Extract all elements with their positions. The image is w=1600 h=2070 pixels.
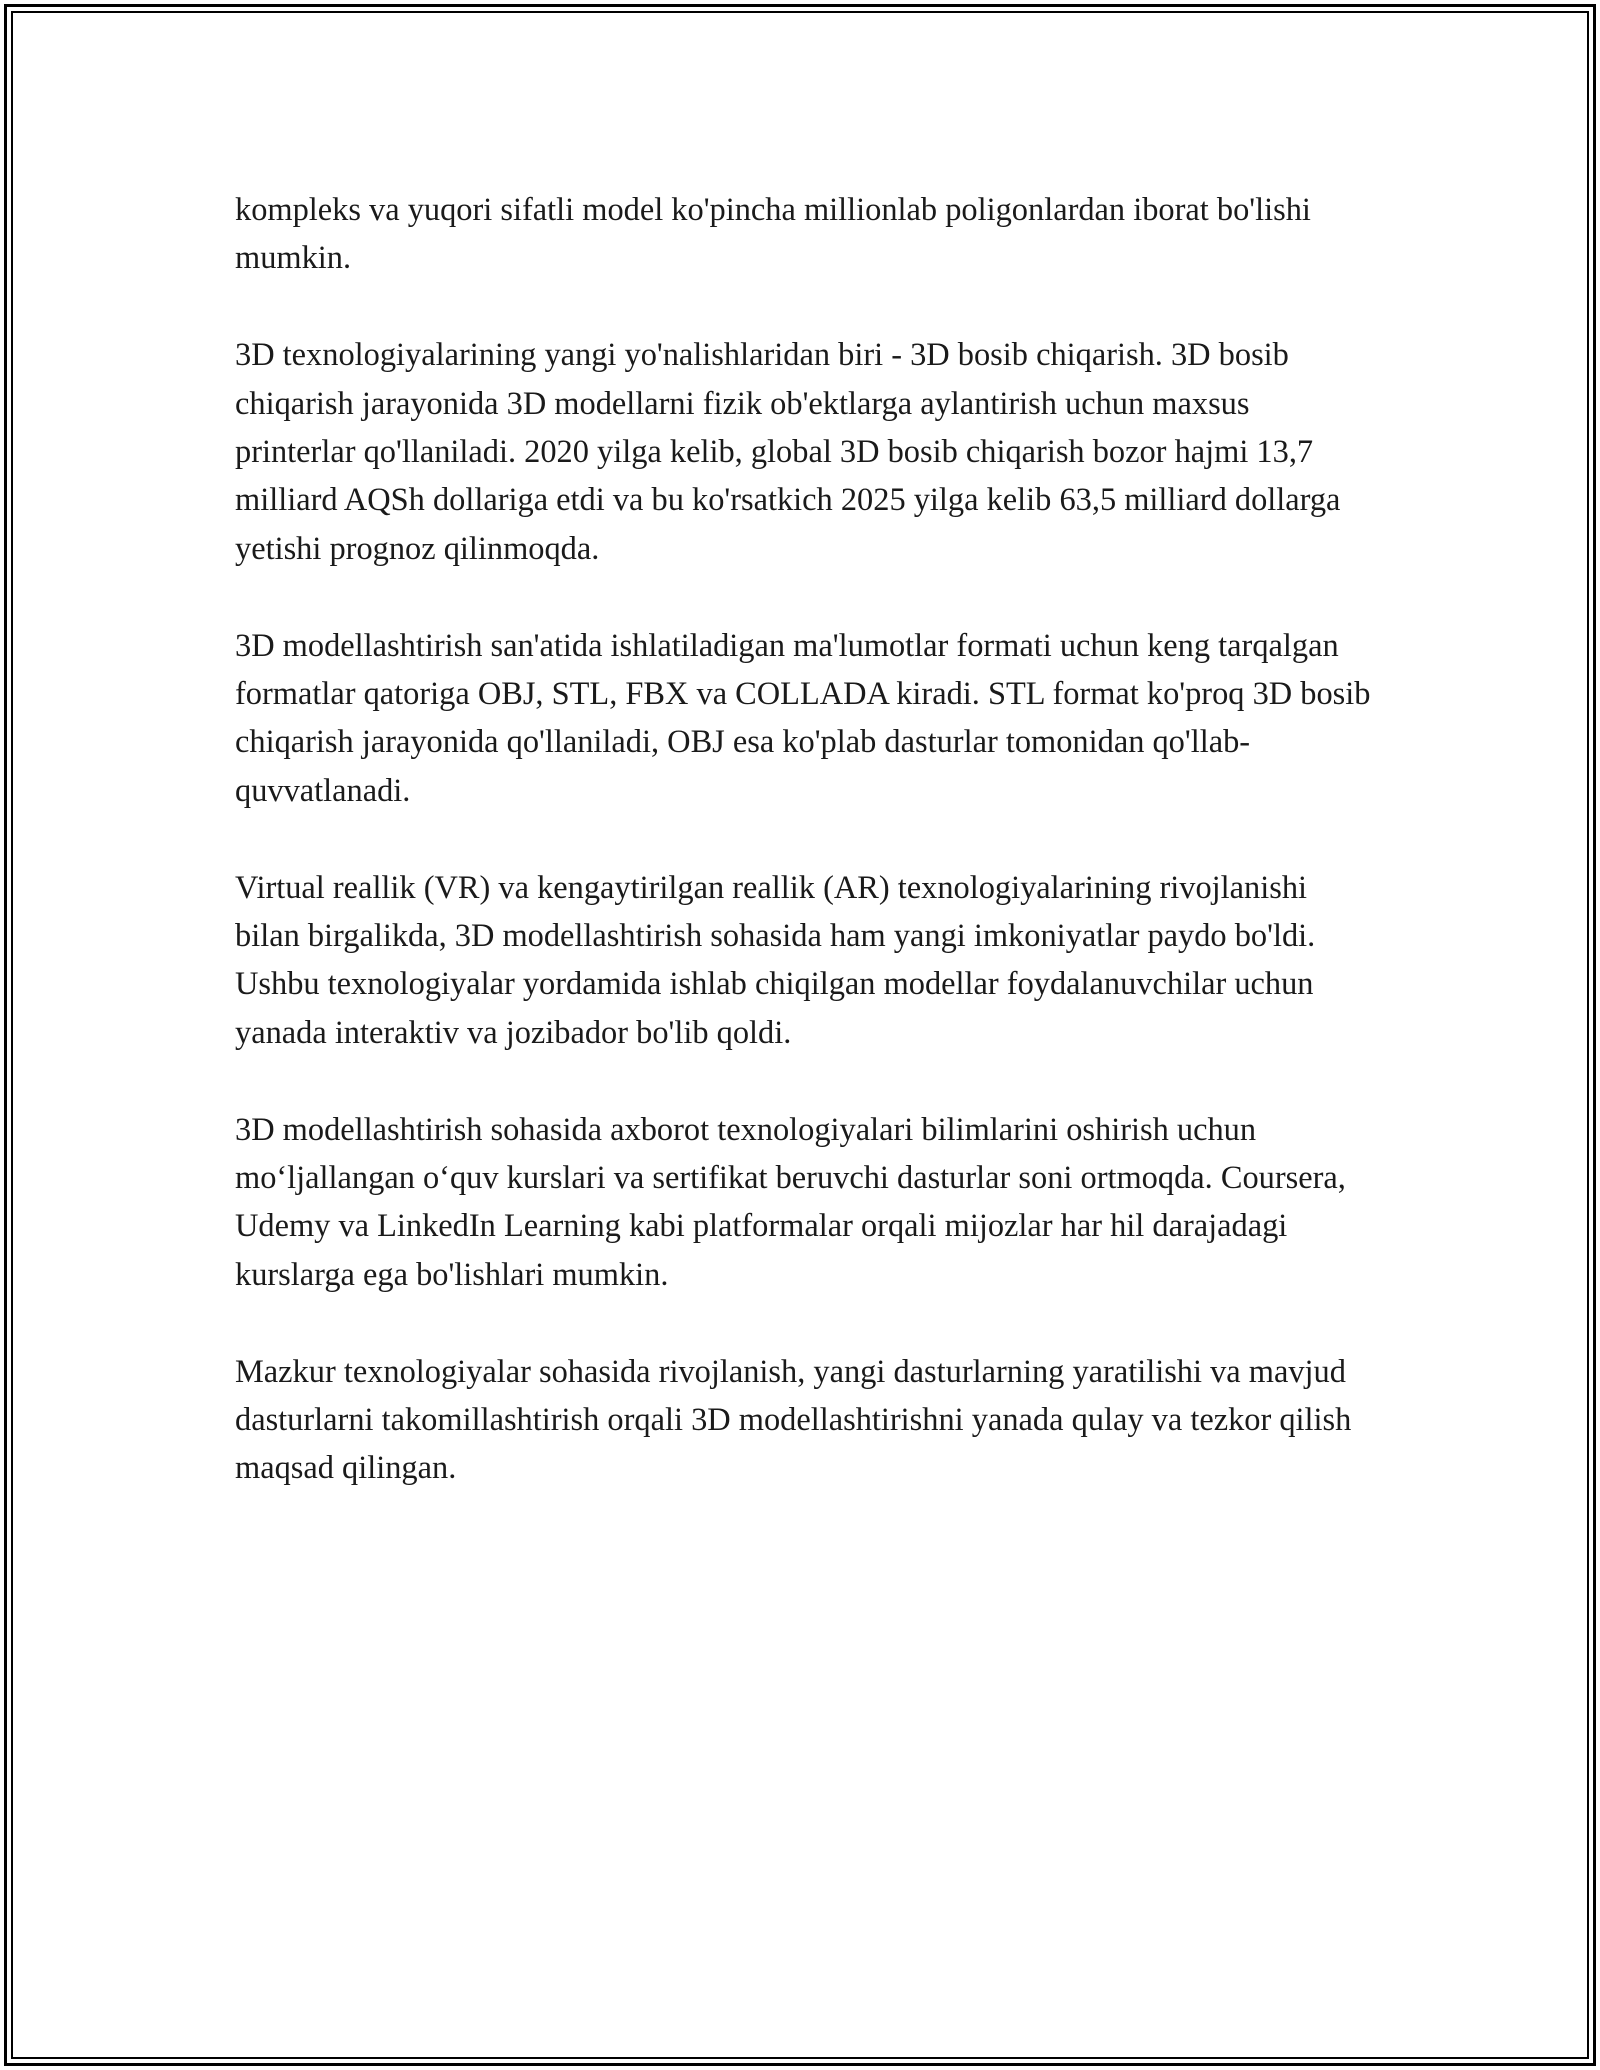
paragraph-5: 3D modellashtirish sohasida axborot texnologiyalari bilimlarini oshirish uchun mo‘ljallangan o‘quv kurslari va sertifikat beruvchi dasturlar soni ortmoqda. Coursera, Udemy va LinkedIn Learning kabi platformalar orqali mijozlar har hil darajadagi kurslarga ega bo'lishlari mumkin.: [235, 1111, 1346, 1293]
paragraph-4: Virtual reallik (VR) va kengaytirilgan reallik (AR) texnologiyalarining rivojlanishi bilan birgalikda, 3D modellashtirish sohasida ham yangi imkoniyatlar paydo bo'ldi. Ushbu texnologiyalar yordamida ishlab chiqilgan modellar foydalanuvchilar uchun yanada interaktiv va jozibador bo'lib qoldi.: [235, 869, 1316, 1051]
paragraph-3: 3D modellashtirish san'atida ishlatiladigan ma'lumotlar formati uchun keng tarqalgan formatlar qatoriga OBJ, STL, FBX va COLLADA kiradi. STL format ko'proq 3D bosib chiqarish jarayonida qo'llaniladi, OBJ esa ko'plab dasturlar tomonidan qo'llab-quvvatlanadi.: [235, 627, 1371, 809]
document-body: [235, 186, 1375, 1493]
paragraph-1: kompleks va yuqori sifatli model ko'pincha millionlab poligonlardan iborat bo'lishi mumkin.: [235, 192, 1311, 277]
paragraph-6: Mazkur texnologiyalar sohasida rivojlanish, yangi dasturlarning yaratilishi va mavjud dasturlarni takomillashtirish orqali 3D modellashtirishni yanada qulay va tezkor qilish maqsad qilingan.: [235, 1353, 1352, 1487]
paragraph-2: 3D texnologiyalarining yangi yo'nalishlaridan biri - 3D bosib chiqarish. 3D bosib chiqarish jarayonida 3D modellarni fizik ob'ektlarga aylantirish uchun maxsus printerlar qo'llaniladi. 2020 yilga kelib, global 3D bosib chiqarish bozor hajmi 13,7 milliard AQSh dollariga etdi va bu ko'rsatkich 2025 yilga kelib 63,5 milliard dollarga yetishi prognoz qilinmoqda.: [235, 337, 1341, 567]
